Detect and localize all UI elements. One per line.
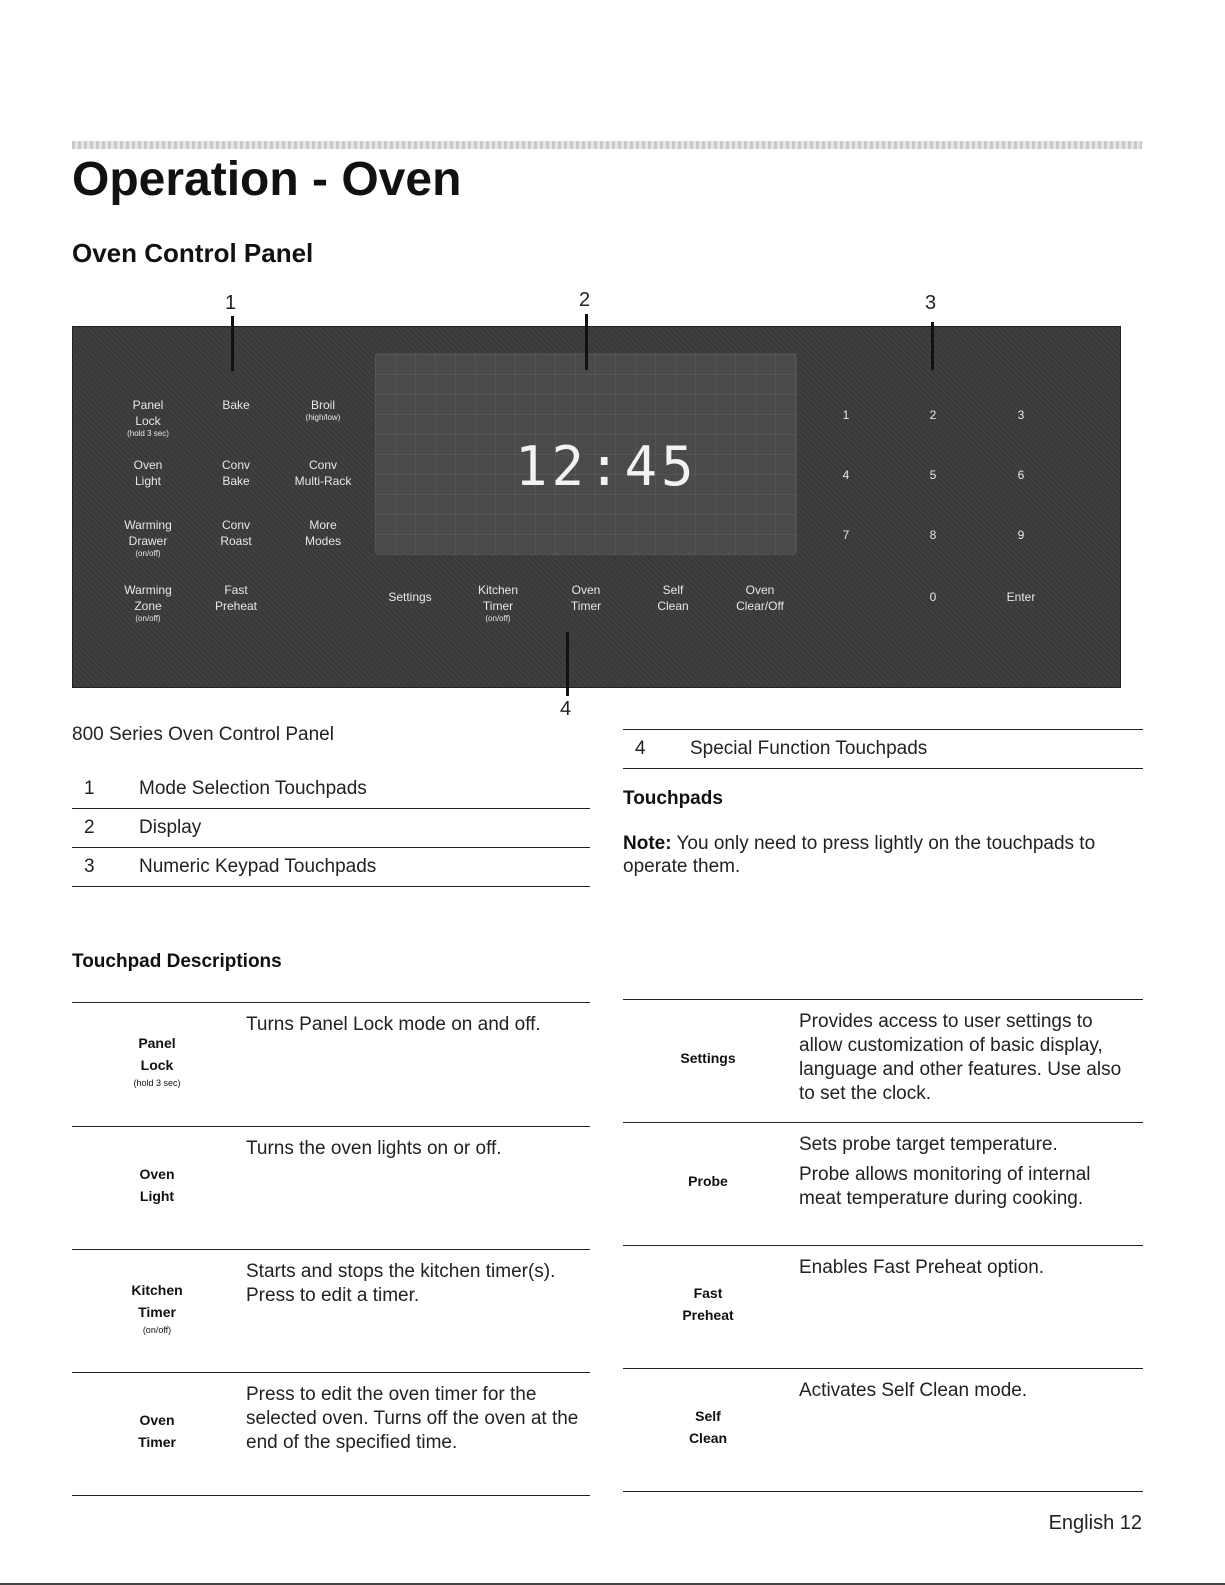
button-label: Lock bbox=[135, 414, 161, 428]
legend-label: Numeric Keypad Touchpads bbox=[139, 856, 377, 877]
leader-line-3 bbox=[931, 322, 934, 370]
key-text: Light bbox=[139, 1187, 175, 1204]
legend-number: 1 bbox=[84, 778, 95, 799]
button-label: Timer bbox=[570, 599, 602, 613]
touchpad-description bbox=[799, 1379, 1133, 1409]
description-text: Starts and stops the kitchen timer(s). Press to edit a timer. bbox=[246, 1261, 556, 1306]
key-text: Timer bbox=[138, 1433, 176, 1450]
key-text: Clean bbox=[688, 1429, 728, 1446]
mode-button-conv-multi-rack bbox=[278, 457, 368, 489]
section-title: Oven Control Panel bbox=[72, 238, 314, 268]
special-button-oven-clear-off bbox=[715, 582, 805, 614]
legend-number: 3 bbox=[84, 856, 95, 877]
button-label: Kitchen bbox=[477, 583, 519, 597]
description-row bbox=[623, 1122, 1143, 1246]
button-sublabel: (on/off) bbox=[135, 549, 161, 558]
description-text: Turns the oven lights on or off. bbox=[246, 1138, 502, 1159]
button-label: Warming bbox=[124, 518, 172, 532]
mode-button-warming-zone bbox=[103, 582, 193, 624]
mode-button-panel-lock bbox=[103, 397, 193, 439]
button-label: 0 bbox=[929, 590, 937, 604]
table-row bbox=[72, 770, 590, 809]
button-sublabel: (on/off) bbox=[485, 614, 511, 623]
keypad-key-9 bbox=[981, 527, 1061, 543]
key-text: Probe bbox=[688, 1172, 728, 1189]
clock-readout: 12:45 bbox=[515, 435, 698, 498]
page-title: Operation - Oven bbox=[72, 153, 462, 206]
key-text: Lock bbox=[140, 1057, 174, 1074]
description-text: Turns Panel Lock mode on and off. bbox=[246, 1014, 541, 1035]
mode-button-warming-drawer bbox=[103, 517, 193, 559]
touchpad-description bbox=[799, 1133, 1133, 1217]
touchpad-key-label bbox=[648, 1282, 768, 1326]
keypad-key-7 bbox=[806, 527, 886, 543]
legend-table-right bbox=[623, 729, 1143, 769]
button-label: Bake bbox=[222, 474, 250, 488]
table-end-rule-right bbox=[623, 1491, 1143, 1492]
button-label: Timer bbox=[482, 599, 514, 613]
table-row bbox=[72, 809, 590, 848]
touchpad-description bbox=[799, 1010, 1133, 1112]
legend-table-left bbox=[72, 770, 590, 887]
touchpad-description bbox=[246, 1260, 580, 1314]
table-row bbox=[623, 730, 1143, 769]
special-button-oven-timer bbox=[541, 582, 631, 614]
touchpad-key-label bbox=[97, 1163, 217, 1207]
button-label: More bbox=[309, 518, 337, 532]
button-label: 4 bbox=[842, 468, 850, 482]
description-row bbox=[623, 999, 1143, 1123]
legend-label: Display bbox=[139, 817, 202, 838]
callout-2: 2 bbox=[579, 289, 591, 311]
touchpad-key-label bbox=[648, 1047, 768, 1069]
keypad-key-1 bbox=[806, 407, 886, 423]
mode-button-bake bbox=[191, 397, 281, 413]
display bbox=[375, 353, 797, 555]
callout-4: 4 bbox=[560, 698, 572, 720]
description-row bbox=[72, 1002, 590, 1127]
mode-button-more-modes bbox=[278, 517, 368, 549]
description-row bbox=[72, 1372, 590, 1496]
header-rule bbox=[72, 141, 1142, 149]
button-label: Roast bbox=[220, 534, 252, 548]
description-text: Enables Fast Preheat option. bbox=[799, 1257, 1045, 1278]
description-text: Activates Self Clean mode. bbox=[799, 1380, 1028, 1401]
mode-button-conv-bake bbox=[191, 457, 281, 489]
button-label: Preheat bbox=[214, 599, 258, 613]
key-subtext: (on/off) bbox=[142, 1324, 172, 1335]
button-label: Conv bbox=[308, 458, 337, 472]
keypad-key-3 bbox=[981, 407, 1061, 423]
leader-line-4 bbox=[566, 632, 569, 696]
descriptions-heading: Touchpad Descriptions bbox=[72, 951, 282, 972]
key-text: Kitchen bbox=[131, 1281, 183, 1298]
oven-control-panel-image bbox=[72, 326, 1121, 688]
button-label: Fast bbox=[224, 583, 248, 597]
button-label: 3 bbox=[1017, 408, 1025, 422]
keypad-key-0 bbox=[893, 589, 973, 605]
button-label: Clear/Off bbox=[736, 599, 784, 613]
touchpads-heading: Touchpads bbox=[623, 788, 723, 809]
keypad-key-5 bbox=[893, 467, 973, 483]
key-text: Oven bbox=[139, 1411, 175, 1428]
description-row bbox=[623, 1245, 1143, 1369]
button-label: 6 bbox=[1017, 468, 1025, 482]
key-text: Oven bbox=[139, 1165, 175, 1182]
table-end-rule-left bbox=[72, 1495, 590, 1496]
button-label: Oven bbox=[571, 583, 601, 597]
button-label: Self bbox=[662, 583, 684, 597]
table-row bbox=[72, 848, 590, 887]
touchpad-description bbox=[246, 1013, 580, 1043]
button-label: 2 bbox=[929, 408, 937, 422]
touchpad-description bbox=[799, 1256, 1133, 1286]
button-label: 8 bbox=[929, 528, 937, 542]
key-text: Timer bbox=[138, 1303, 176, 1320]
button-label: Enter bbox=[1006, 590, 1036, 604]
keypad-key-6 bbox=[981, 467, 1061, 483]
button-sublabel: (high/low) bbox=[305, 413, 341, 422]
mode-button-broil bbox=[278, 397, 368, 423]
button-label: Modes bbox=[304, 534, 342, 548]
button-label: Oven bbox=[133, 458, 163, 472]
key-text: Fast bbox=[693, 1284, 723, 1301]
button-label: Light bbox=[134, 474, 162, 488]
key-text: Self bbox=[695, 1407, 721, 1424]
legend-label: Mode Selection Touchpads bbox=[139, 778, 367, 799]
button-label: Conv bbox=[221, 458, 250, 472]
button-label: Settings bbox=[388, 590, 432, 604]
touchpad-key-label bbox=[97, 1032, 217, 1090]
description-text: Provides access to user settings to allow customization of basic display, language and other features. Use also to set the clock. bbox=[799, 1011, 1122, 1104]
note-label: Note: bbox=[623, 833, 672, 854]
button-label: 9 bbox=[1017, 528, 1025, 542]
callout-3: 3 bbox=[925, 292, 937, 314]
touchpad-key-label bbox=[648, 1170, 768, 1192]
button-label: 7 bbox=[842, 528, 850, 542]
keypad-key-enter bbox=[981, 589, 1061, 605]
description-row bbox=[72, 1126, 590, 1250]
legend-number: 4 bbox=[635, 738, 646, 759]
keypad-key-2 bbox=[893, 407, 973, 423]
key-text: Preheat bbox=[682, 1306, 734, 1323]
page-footer: English 12 bbox=[1048, 1512, 1142, 1534]
key-text: Settings bbox=[680, 1049, 736, 1066]
touchpad-description bbox=[246, 1137, 580, 1167]
key-text: Panel bbox=[138, 1035, 176, 1052]
special-button-self-clean bbox=[628, 582, 718, 614]
keypad-key-8 bbox=[893, 527, 973, 543]
description-row bbox=[623, 1368, 1143, 1492]
button-label: Clean bbox=[657, 599, 689, 613]
button-label: 5 bbox=[929, 468, 937, 482]
special-button-kitchen-timer bbox=[453, 582, 543, 624]
callout-1: 1 bbox=[225, 292, 237, 314]
button-label: Broil bbox=[310, 398, 335, 412]
button-label: Zone bbox=[134, 599, 162, 613]
key-subtext: (hold 3 sec) bbox=[133, 1078, 181, 1089]
mode-button-fast-preheat bbox=[191, 582, 281, 614]
description-text: Probe allows monitoring of internal meat temperature during cooking. bbox=[799, 1164, 1091, 1209]
button-label: Conv bbox=[221, 518, 250, 532]
touchpad-key-label bbox=[97, 1409, 217, 1453]
leader-line-2 bbox=[585, 314, 588, 370]
touchpad-key-label bbox=[648, 1405, 768, 1449]
button-sublabel: (on/off) bbox=[135, 614, 161, 623]
note-paragraph bbox=[623, 832, 1143, 878]
legend-number: 2 bbox=[84, 817, 95, 838]
button-label: Panel bbox=[132, 398, 164, 412]
keypad-key-4 bbox=[806, 467, 886, 483]
touchpad-description bbox=[246, 1383, 580, 1461]
button-label: Warming bbox=[124, 583, 172, 597]
figure-caption: 800 Series Oven Control Panel bbox=[72, 724, 334, 745]
description-row bbox=[72, 1249, 590, 1373]
description-text: Sets probe target temperature. bbox=[799, 1134, 1058, 1155]
description-text: Press to edit the oven timer for the selected oven. Turns off the oven at the end of the specified time. bbox=[246, 1384, 579, 1453]
leader-line-1 bbox=[231, 316, 234, 371]
mode-button-oven-light bbox=[103, 457, 193, 489]
mode-button-conv-roast bbox=[191, 517, 281, 549]
button-label: Drawer bbox=[128, 534, 168, 548]
button-label: Oven bbox=[745, 583, 775, 597]
button-label: Multi-Rack bbox=[294, 474, 352, 488]
legend-label: Special Function Touchpads bbox=[690, 738, 928, 759]
note-text: You only need to press lightly on the touchpads to operate them. bbox=[623, 833, 1096, 877]
button-label: Bake bbox=[222, 398, 250, 412]
touchpad-key-label bbox=[97, 1279, 217, 1337]
button-label: 1 bbox=[842, 408, 850, 422]
special-button-settings bbox=[365, 589, 455, 605]
button-sublabel: (hold 3 sec) bbox=[127, 429, 169, 438]
